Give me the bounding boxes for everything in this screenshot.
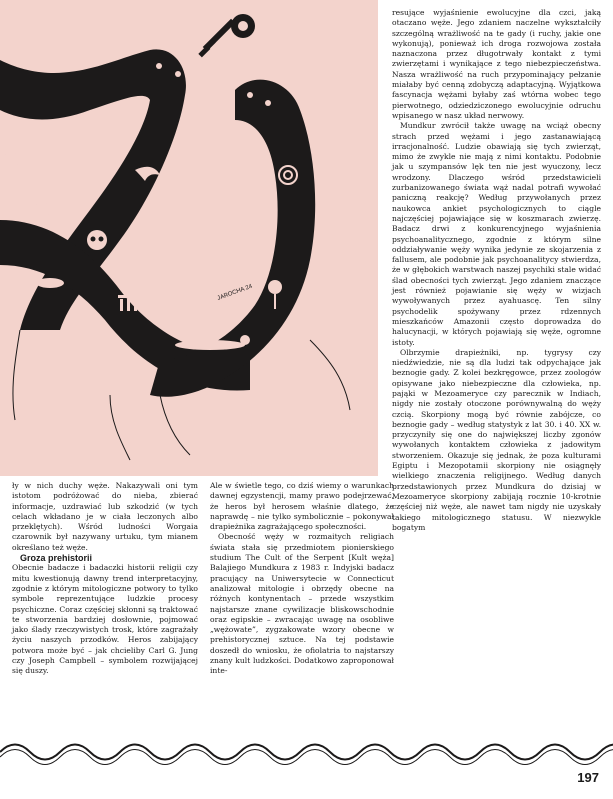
- tree-icon: [3, 152, 19, 188]
- skull-icon: [87, 230, 107, 250]
- page-number: 197: [577, 770, 599, 785]
- article-column-right: [392, 8, 601, 533]
- paragraph: Ale w świetle tego, co dziś wiemy o warunkach dawnej egzystencji, mamy prawo podejrzewać, że heros był herosem właśnie dlatego, że naprawdę – nie tylko symbolicznie – pokonywał drapieżnika zagrażającego społeczności.: [210, 481, 394, 532]
- paragraph: resujące wyjaśnienie ewolucyjne dla czci, jaką otaczano węże. Jego zdaniem naczelne wykształciły szczególną wrażliwość na te gady (i ruchy, jakie one wykonują), ponieważ ich droga rozwojowa została naznaczona przez długotrwały kontakt z tymi zwierzętami i wynikające z tego niebezpieczeństwa. Nasza wrażliwość na ruch przypominający pełzanie miałaby być cenną zdobyczą adaptacyjną. Wyjątkowa fascynacja wężami byłaby zaś wtórna wobec tego pierwotnego, odziedziczonego ewolucyjnie odruchu wpisanego w nasz układ nerwowy.: [392, 8, 601, 120]
- section-heading: Groza prehistorii: [20, 553, 93, 564]
- paragraph: Obecność węży w rozmaitych religiach świata stała się przedmiotem pionierskiego studium The Cult of the Serpent [Kult węża] Balajiego Mundkura z 1983 r. Indyjski badacz pracujący na Uniwersytecie w Connecticut analizował mitologie i obrzędy obecne na różnych kontynentach – przede wszystkim najstarsze znane cywilizacje bliskowschodnie oraz egipskie – zwracając uwagę na osobliwe „wężowate”, zygzakowate wzory obecne w prehistorycznej sztuce. Na tej podstawie doszedł do wniosku, że ofiolatria to najstarszy znany kult ludzkości. Dodatkowo zaproponował inte-: [210, 532, 394, 676]
- temple-icon: [118, 295, 140, 311]
- paragraph: Olbrzymie drapieżniki, np. tygrysy czy niedźwiedzie, nie są dla ludzi tak odpychające jak beznogie gady. Z kolei bezkręgowce, przez zoologów opisywane jako niebezpieczne dla człowieka, np. pająki w Mezoameryce czy parecznik w Indiach, nigdy nie zostały otoczone porównywalną do węży czcią. Skorpiony mogą być równie zabójcze, co beznogie gady – według statystyk z lat 30. i 40. XX w. przyczyniły się one do największej liczby zgonów wywołanych kontaktem człowieka z jadowitym stworzeniem. Okazuje się jednak, że poza kulturami Egiptu i Mezopotamii skorpiony nie osiągnęły wielkiego znaczenia religijnego. Według danych przedstawionych przez Mundkura do dzisiaj w Mezoameryce skorpiony zabijają rocznie 10-krotnie częściej niż węże, ale nawet tam nigdy nie uzyskały takiego mitologicznego statusu. W niezwykle bogatym: [392, 347, 601, 532]
- snake-illustration-art: [0, 0, 378, 476]
- apple-icon: [34, 202, 50, 218]
- paragraph: ły w nich duchy węże. Nakazywali oni tym istotom podróżować do nieba, zbierać informacje, uzdrawiać lub szkodzić (w tych celach wkładano je w ciała leczonych albo przeklętych). Wśród ludności Worgaia czarownik był nazywany urtuku, tym mianem określano też węże.: [12, 481, 198, 552]
- snake-illustration: [0, 0, 378, 476]
- article-column-left: [12, 481, 198, 677]
- article-column-middle: [210, 481, 394, 677]
- paragraph: Mundkur zwrócił także uwagę na wciąż obecny strach przed wężami i jego zastanawiającą irracjonalność. Ludzie obawiają się tych zwierząt, mimo że zwykle nie mają z nimi kontaktu. Podobnie jak u szympansów lęk ten nie jest wyuczony, lecz wrodzony. Dlaczego wśród przedstawicieli zurbanizowanego świata wąż nadal potrafi wywołać paniczną reakcję? Według przywołanych przez naukowca ankiet psychologicznych to ciągle najczęściej pojawiające się w koszmarach zwierzę. Badacz drwi z konkurencyjnego wyjaśnienia psychoanalitycznego, zgodnie z którym silne oddziaływanie węży wynika jedynie ze skojarzenia z fallusem, ale podobnie jak psychoanalitycy stwierdza, że w głębokich warstwach naszej psychiki stale widać ślad obecności tych zwierząt. Jego zdaniem znaczące jest również pojawianie się węży w wizjach wywoływanych przez ayahuascę. Ten silny psychodelik spożywany przez rdzennych mieszkańców Amazonii często doprowadza do halucynacji, w których pojawiają się węże, ogromne istoty.: [392, 121, 601, 347]
- decorative-border: [0, 737, 613, 767]
- key-icon: [198, 14, 255, 57]
- paragraph: Obecnie badacze i badaczki historii religii czy mitu kwestionują dawny trend interpretacyjny, zgodnie z którym mitologiczne potwory to tylko symbole reprezentujące ludzkie procesy psychiczne. Coraz częściej skłonni są traktować te stworzenia bardziej dosłownie, pojmować jako ślady rzeczywistych trosk, które zagrażały życiu naszych przodków. Heros zabijający potwora może być – jak chcieliby Carl G. Jung czy Joseph Campbell – symbolem rozwijającej się duszy.: [12, 563, 198, 676]
- lips-icon: [36, 278, 64, 288]
- artist-signature: JAROCHA 24: [216, 283, 254, 302]
